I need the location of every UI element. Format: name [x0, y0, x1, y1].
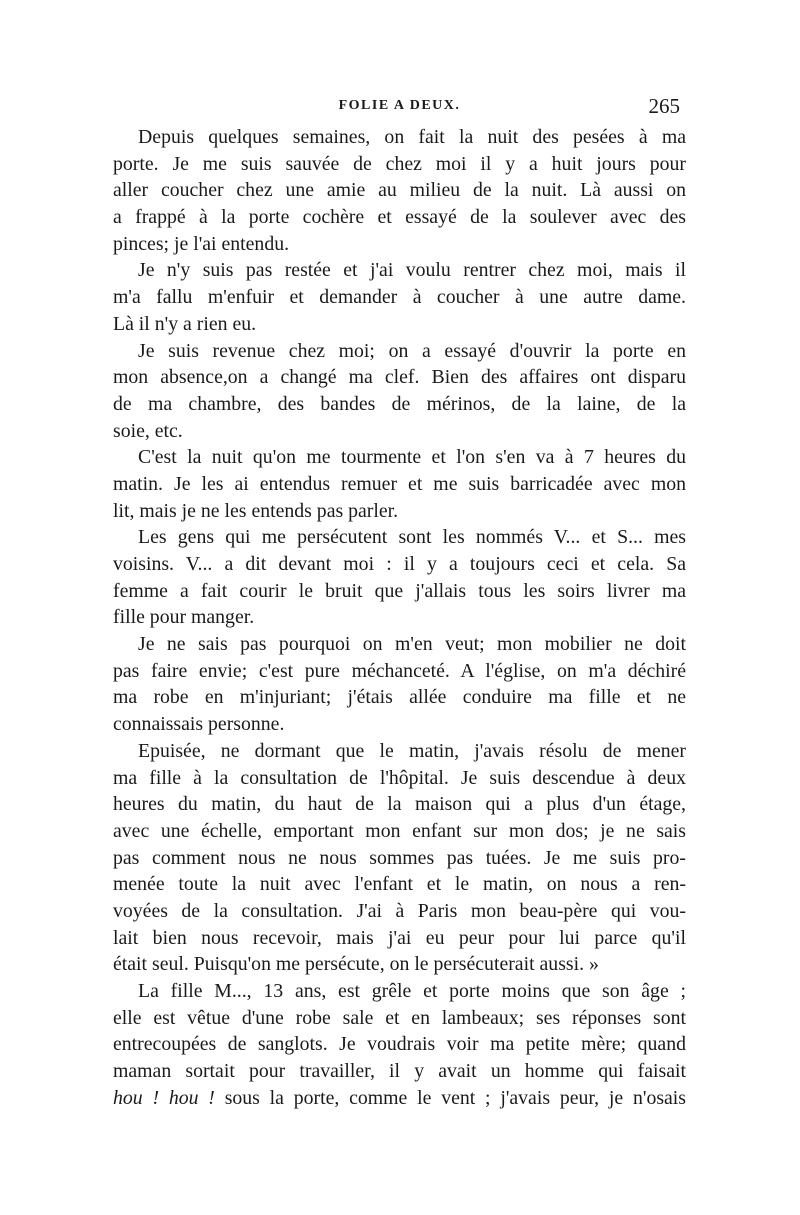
- text-line: mon absence,on a changé ma clef. Bien des affaires ont disparu: [113, 366, 686, 389]
- text-line: de ma chambre, des bandes de mérinos, de la laine, de la: [113, 392, 686, 415]
- text-line: a frappé à la porte cochère et essayé de la soulever avec des: [113, 206, 686, 229]
- text-line: Je n'y suis pas restée et j'ai voulu rentrer chez moi, mais il: [138, 259, 686, 282]
- text-line: voyées de la consultation. J'ai à Paris mon beau-père qui vou-: [113, 899, 686, 922]
- text-line: porte. Je me suis sauvée de chez moi il y a huit jours pour: [113, 152, 686, 175]
- text-line: avec une échelle, emportant mon enfant sur mon dos; je ne sais: [113, 819, 686, 842]
- text-line: aller coucher chez une amie au milieu de la nuit. Là aussi on: [113, 179, 686, 202]
- text-line: soie, etc.: [113, 419, 183, 442]
- text-line: lit, mais je ne les entends pas parler.: [113, 499, 399, 522]
- text-line-rest: sous la porte, comme le vent ; j'avais peur, je n'osais: [214, 1086, 687, 1109]
- text-line: m'a fallu m'enfuir et demander à coucher à une autre dame.: [113, 286, 686, 309]
- text-line: heures du matin, du haut de la maison qui a plus d'un étage,: [113, 793, 686, 816]
- text-line: pas comment nous ne nous sommes pas tuées. Je me suis pro-: [113, 846, 686, 869]
- text-line: était seul. Puisqu'on me persécute, on le persécuterait aussi. »: [113, 953, 599, 976]
- text-line: C'est la nuit qu'on me tourmente et l'on s'en va à 7 heures du: [138, 446, 686, 469]
- text-line: lait bien nous recevoir, mais j'ai eu peur pour lui parce qu'il: [113, 926, 686, 949]
- italic-exclamation: hou ! hou !: [113, 1086, 215, 1109]
- text-line: pinces; je l'ai entendu.: [113, 232, 290, 255]
- text-line: Je ne sais pas pourquoi on m'en veut; mon mobilier ne doit: [138, 633, 686, 656]
- body-text: [113, 124, 686, 1111]
- text-line: Les gens qui me persécutent sont les nommés V... et S... mes: [138, 526, 686, 549]
- text-line: ma fille à la consultation de l'hôpital. Je suis descendue à deux: [113, 766, 686, 789]
- text-line: fille pour manger.: [113, 606, 255, 629]
- running-header: [113, 94, 686, 122]
- text-line: Depuis quelques semaines, on fait la nuit des pesées à ma: [138, 126, 686, 148]
- text-line: voisins. V... a dit devant moi : il y a toujours ceci et cela. Sa: [113, 553, 686, 575]
- text-line: elle est vêtue d'une robe sale et en lambeaux; ses réponses sont: [113, 1006, 686, 1029]
- text-line: La fille M..., 13 ans, est grêle et porte moins que son âge ;: [138, 980, 686, 1002]
- text-line: femme a fait courir le bruit que j'allais tous les soirs livrer ma: [113, 579, 686, 602]
- text-line: connaissais personne.: [113, 713, 285, 736]
- text-line: entrecoupées de sanglots. Je voudrais voir ma petite mère; quand: [113, 1033, 686, 1056]
- text-line: maman sortait pour travailler, il y avait un homme qui faisait: [113, 1060, 686, 1083]
- text-line: Là il n'y a rien eu.: [113, 312, 257, 335]
- text-line: pas faire envie; c'est pure méchanceté. A l'église, on m'a déchiré: [113, 659, 686, 682]
- text-line-last: [113, 1085, 686, 1112]
- running-title: FOLIE A DEUX.: [338, 98, 461, 113]
- text-line: matin. Je les ai entendus remuer et me suis barricadée avec mon: [113, 472, 686, 495]
- text-line: Epuisée, ne dormant que le matin, j'avais résolu de mener: [138, 739, 686, 762]
- text-line: Je suis revenue chez moi; on a essayé d'ouvrir la porte en: [138, 339, 686, 362]
- text-line: ma robe en m'injuriant; j'étais allée conduire ma fille et ne: [113, 686, 686, 709]
- text-line: menée toute la nuit avec l'enfant et le matin, on nous a ren-: [113, 873, 686, 896]
- page-number: 265: [648, 94, 680, 118]
